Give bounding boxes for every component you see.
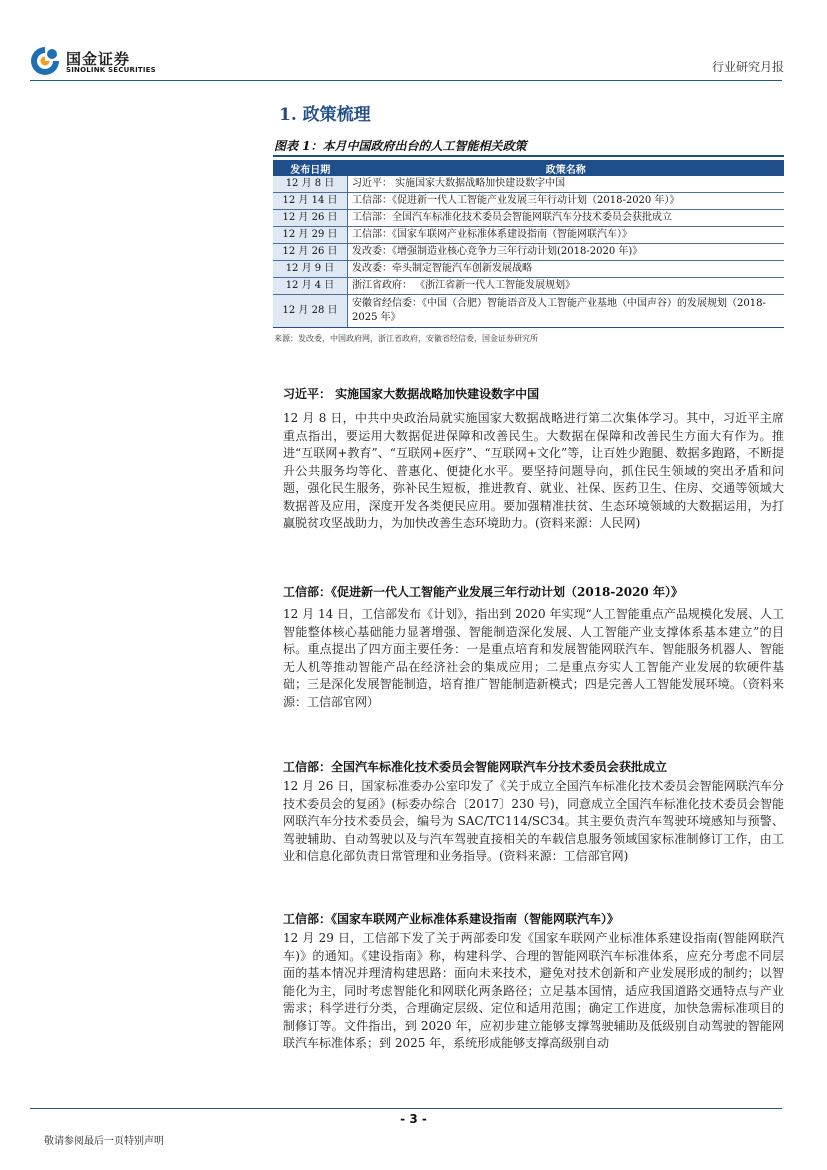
article-body: 12 月 29 日，工信部下发了关于两部委印发《国家车联网产业标准体系建设指南(智能网联汽车)》的通知。《建设指南》称，构建科学、合理的智能网联汽车标准体系，应充分考虑不同层面的基本情况并理清构建思路：面向未来技术，避免对技术创新和产业发展形成的制约；以智能化为主，同时考虑智能化和网联化两条路径；立足基本国情，适应我国道路交通特点与产业需求；科学进行分类，合理确定层级、定位和适用范围；确定工作进度，加快急需标准项目的制修订等。文件指出，到 2020 年，应初步建立能够支撑驾驶辅助及低级别自动驾驶的智能网联汽车标准体系；到 2025 年，系统形成能够支撑高级别自动: [283, 931, 784, 1050]
article-body: 12 月 26 日，国家标准委办公室印发了《关于成立全国汽车标准化技术委员会智能网联汽车分技术委员会的复函》(标委办综合〔2017〕230 号)，同意成立全国汽车标准化技术委员会智能网联汽车分技术委员会，编号为 SAC/TC114/SC34。其主要负责汽车驾驶环境感知与预警、驾驶辅助、自动驾驶以及与汽车驾驶直接相关的车载信息服务领域国家标准制修订工作，由工业和信息化部负责日常管理和业务指导。(资料来源：工信部官网): [283, 779, 784, 863]
row-date: 12 月 26 日: [273, 210, 348, 227]
table-row: [273, 227, 784, 244]
figure-title-rule: [273, 155, 784, 157]
row-date: 12 月 4 日: [273, 278, 348, 295]
company-logo: [30, 46, 170, 82]
row-policy-name: 工信部：《国家车联网产业标准体系建设指南（智能网联汽车）》: [348, 227, 785, 244]
report-type-label: 行业研究月报: [711, 60, 784, 74]
row-policy-name: 习近平： 实施国家大数据战略加快建设数字中国: [348, 176, 785, 193]
row-date: 12 月 28 日: [273, 295, 348, 328]
article-heading: 工信部：《国家车联网产业标准体系建设指南（智能网联汽车）》: [283, 912, 620, 926]
article-heading: 工信部：全国汽车标准化技术委员会智能网联汽车分技术委员会获批成立: [283, 760, 668, 774]
section-title: 1. 政策梳理: [279, 105, 371, 125]
row-date: 12 月 8 日: [273, 176, 348, 193]
row-policy-name: 工信部：《促进新一代人工智能产业发展三年行动计划（2018-2020 年）》: [348, 193, 785, 210]
logo-text-cn: 国金证券: [66, 50, 131, 68]
page-header: [0, 0, 827, 90]
table-row: [273, 261, 784, 278]
article-heading: 习近平： 实施国家大数据战略加快建设数字中国: [283, 387, 540, 401]
column-header-policy: 政策名称: [348, 160, 785, 176]
table-row: [273, 193, 784, 210]
column-header-date: 发布日期: [273, 160, 348, 176]
table-row: [273, 176, 784, 193]
row-policy-name: 发改委：《增强制造业核心竞争力三年行动计划(2018-2020 年)》: [348, 244, 785, 261]
header-divider: [30, 80, 782, 81]
article-body: 12 月 8 日，中共中央政治局就实施国家大数据战略进行第二次集体学习。其中，习近平主席重点指出，要运用大数据促进保障和改善民生。大数据在保障和改善民生方面大有作为。推进“互联网+教育”、“互联网+医疗”、“互联网+文化”等，让百姓少跑腿、数据多跑路，不断提升公共服务均等化、普惠化、便捷化水平。要坚持问题导向，抓住民生领域的突出矛盾和问题，强化民生服务，弥补民生短板，推进教育、就业、社保、医药卫生、住房、交通等领域大数据普及应用，深度开发各类便民应用。要加强精准扶贫、生态环境领域的大数据运用，为打赢脱贫攻坚战助力，为加快改善生态环境助力。(资料来源：人民网): [283, 411, 784, 530]
row-policy-name: 工信部：全国汽车标准化技术委员会智能网联汽车分技术委员会获批成立: [348, 210, 785, 227]
table-header-row: [273, 160, 784, 176]
page-number: - 3 -: [400, 1112, 427, 1126]
logo-mark-icon: [30, 46, 60, 76]
figure-title: 图表 1：本月中国政府出台的人工智能相关政策: [274, 139, 527, 153]
table-row: [273, 278, 784, 295]
row-date: 12 月 14 日: [273, 193, 348, 210]
footer-divider: [30, 1108, 782, 1109]
disclaimer-note: 敬请参阅最后一页特别声明: [44, 1136, 164, 1147]
row-policy-name: 浙江省政府： 《浙江省新一代人工智能发展规划》: [348, 278, 785, 295]
row-date: 12 月 9 日: [273, 261, 348, 278]
table-source-note: 来源：发改委，中国政府网，浙江省政府，安徽省经信委，国金证券研究所: [274, 334, 538, 343]
logo-text-en: SINOLINK SECURITIES: [66, 66, 156, 74]
row-date: 12 月 29 日: [273, 227, 348, 244]
row-date: 12 月 26 日: [273, 244, 348, 261]
table-row: [273, 244, 784, 261]
article-body: 12 月 14 日，工信部发布《计划》，指出到 2020 年实现“人工智能重点产品规模化发展、人工智能整体核心基础能力显著增强、智能制造深化发展、人工智能产业支撑体系基本建立”的目标。重点提出了四方面主要任务：一是重点培育和发展智能网联汽车、智能服务机器人、智能无人机等推动智能产品在经济社会的集成应用；二是重点夯实人工智能产业发展的软硬件基础；三是深化发展智能制造，培育推广智能制造新模式；四是完善人工智能发展环境。（资料来源：工信部官网）: [283, 607, 784, 709]
article-heading: 工信部：《促进新一代人工智能产业发展三年行动计划（2018-2020 年）》: [283, 585, 683, 599]
policy-table: [273, 160, 784, 328]
table-row: [273, 295, 784, 328]
row-policy-name: 发改委：牵头制定智能汽车创新发展战略: [348, 261, 785, 278]
table-row: [273, 210, 784, 227]
row-policy-name: 安徽省经信委：《中国（合肥）智能语音及人工智能产业基地（中国声谷）的发展规划（2018-2025 年》: [348, 295, 785, 328]
